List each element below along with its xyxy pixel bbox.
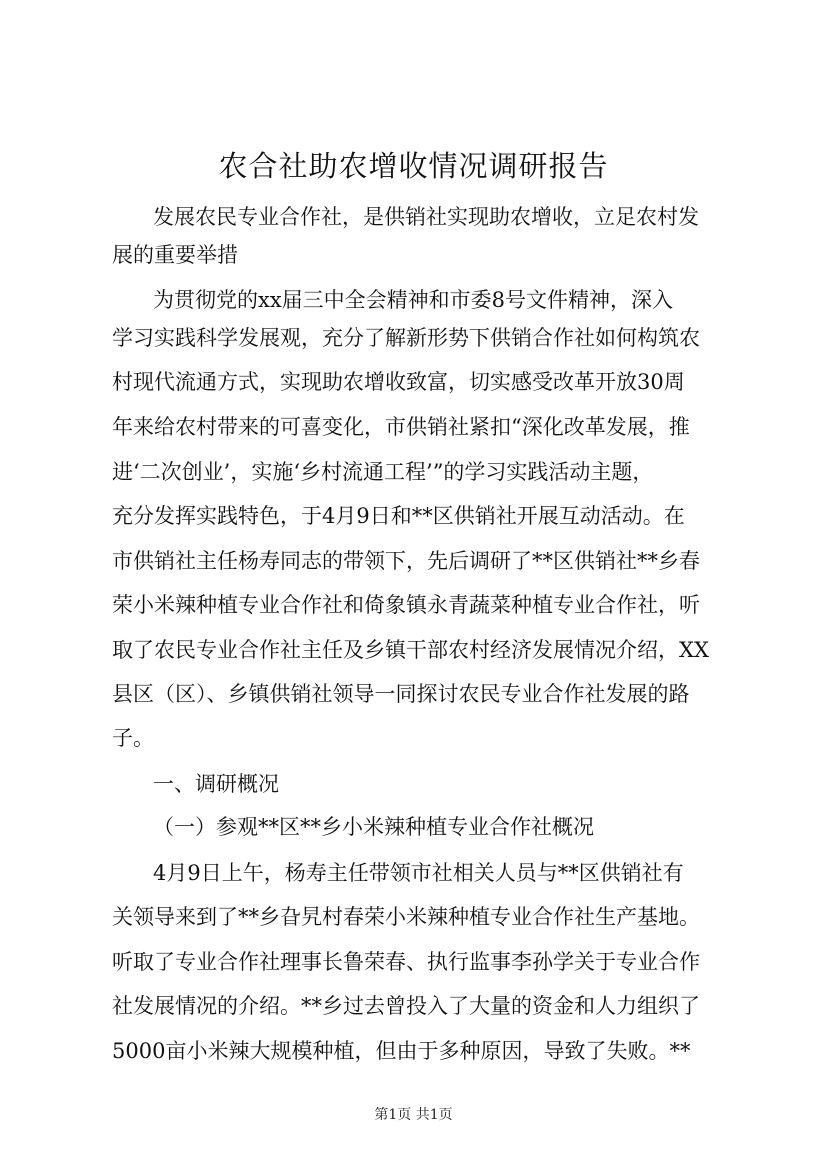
page-footer: 第1页 共1页 (374, 1107, 453, 1123)
section-heading: 一、调研概况 (153, 772, 279, 796)
document-title: 农合社助农增收情况调研报告 (218, 149, 609, 183)
paragraph-line: 荣小米辣种植专业合作社和倚象镇永青蔬菜种植专业合作社，听 (112, 593, 700, 617)
paragraph-line: 社发展情况的介绍。**乡过去曾投入了大量的资金和人力组织了 (112, 994, 700, 1018)
paragraph-line: 听取了专业合作社理事长鲁荣春、执行监事李孙学关于专业合作 (112, 950, 700, 974)
paragraph-line: 市供销社主任杨寿同志的带领下，先后调研了**区供销社**乡春 (112, 549, 700, 573)
paragraph-line: 学习实践科学发展观，充分了解新形势下供销合作社如何构筑农 (112, 326, 700, 350)
paragraph-line: 进‘二次创业’，实施‘乡村流通工程’”的学习实践活动主题， (112, 460, 654, 484)
paragraph-line: 发展农民专业合作社，是供销社实现助农增收，立足农村发 (153, 205, 699, 229)
paragraph-line: 展的重要举措 (112, 243, 238, 267)
paragraph-line: 充分发挥实践特色，于4月9日和**区供销社开展互动活动。在 (112, 504, 685, 528)
paragraph-line: 子。 (112, 726, 154, 750)
paragraph-line: 5000亩小米辣大规模种植，但由于多种原因，导致了失败。** (112, 1039, 691, 1063)
subsection-heading: （一）参观**区**乡小米辣种植专业合作社概况 (153, 815, 594, 839)
paragraph-line: 取了农民专业合作社主任及乡镇干部农村经济发展情况介绍，XX (112, 638, 709, 662)
paragraph-line: 为贯彻党的xx届三中全会精神和市委8号文件精神，深入 (153, 288, 674, 312)
paragraph-line: 关领导来到了**乡旮旯村春荣小米辣种植专业合作社生产基地。 (112, 905, 700, 929)
paragraph-line: 年来给农村带来的可喜变化，市供销社紧扣“深化改革发展，推 (112, 415, 690, 439)
paragraph-line: 村现代流通方式，实现助农增收致富，切实感受改革开放30周 (112, 370, 685, 394)
paragraph-line: 县区（区）、乡镇供销社领导一同探讨农民专业合作社发展的路 (112, 682, 690, 706)
paragraph-line: 4月9日上午，杨寿主任带领市社相关人员与**区供销社有 (153, 861, 684, 885)
